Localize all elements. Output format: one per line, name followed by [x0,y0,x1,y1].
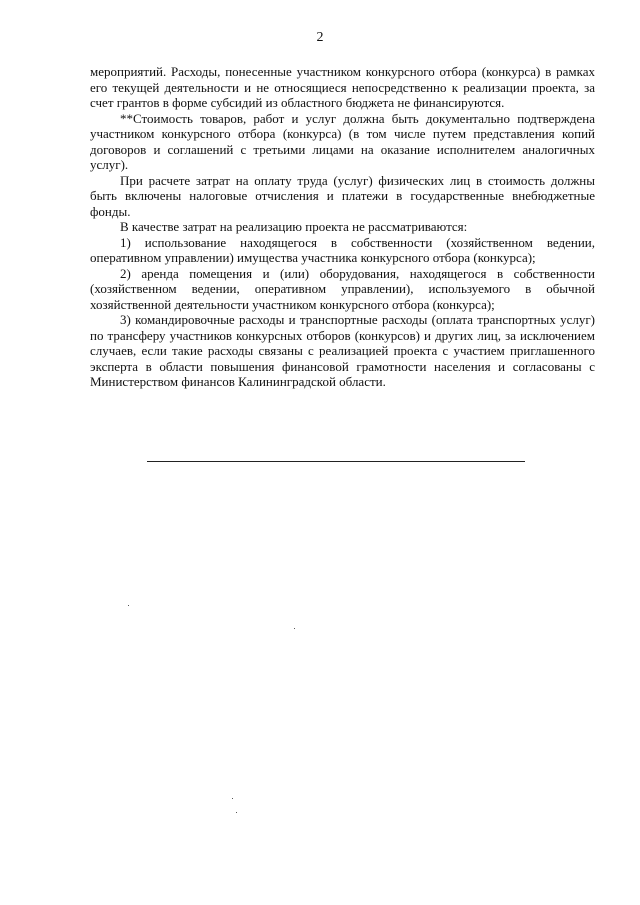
page-number: 2 [316,30,324,45]
list-item-property-use: 1) использование находящегося в собственности (хозяйственном ведении, оперативном управлении) имущества участника конкурсного отбора (конкурса); [90,234,595,265]
list-item-rent: 2) аренда помещения и (или) оборудования, находящегося в собственности (хозяйственном ведении, оперативном управлении), используемого в обычной хозяйственной деятельности участником конкурсного отбора (конкурса); [90,265,595,312]
document-body [90,64,595,390]
scan-speck [294,628,295,629]
end-divider-line [147,461,525,462]
paragraph-labor-costs: При расчете затрат на оплату труда (услуг) физических лиц в стоимость должны быть включены налоговые отчисления и платежи в государственные внебюджетные фонды. [90,172,595,219]
list-item-travel-expenses: 3) командировочные расходы и транспортные расходы (оплата транспортных услуг) по трансферу участников конкурсных отборов (конкурсов) и других лиц, за исключением случаев, если такие расходы связаны с реализацией проекта с участием приглашенного эксперта в области повышения финансовой грамотности населения и согласованы с Министерством финансов Калининградской области. [90,312,595,389]
paragraph-continuation: мероприятий. Расходы, понесенные участником конкурсного отбора (конкурса) в рамках его текущей деятельности и не относящиеся непосредственно к реализации проекта, за счет грантов в форме субсидий из областного бюджета не финансируются. [90,64,595,110]
paragraph-excluded-costs-intro: В качестве затрат на реализацию проекта не рассматриваются: [120,219,468,234]
paragraph-cost-confirmation-note: **Стоимость товаров, работ и услуг должна быть документально подтверждена участником конкурсного отбора (конкурса) (в том числе путем представления копий договоров и соглашений с третьими лицами на оказание исполнителем аналогичных услуг). [90,110,595,172]
scan-speck [236,812,237,813]
scan-speck [128,605,129,606]
scan-speck [232,798,233,799]
